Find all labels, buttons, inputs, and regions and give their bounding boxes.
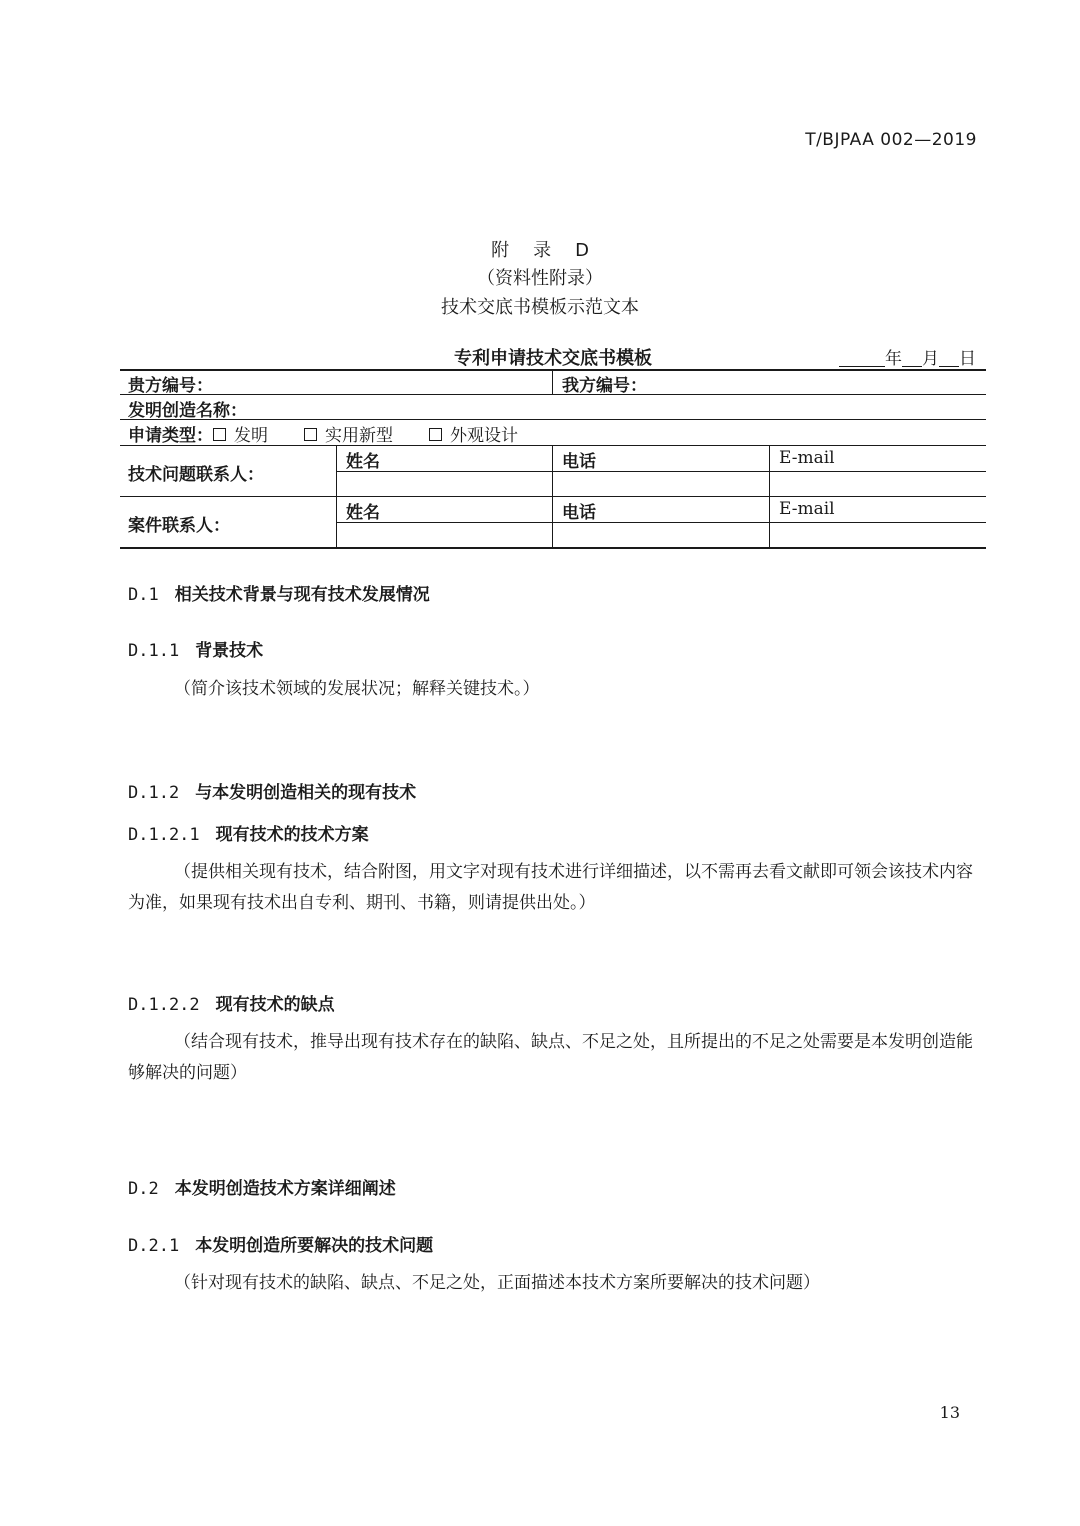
section-note-d2-1: （针对现有技术的缺陷、缺点、不足之处，正面描述本技术方案所要解决的技术问题） [174, 1273, 820, 1293]
section-heading-d1: D.1 相关技术背景与现有技术发展情况 [128, 585, 430, 605]
page-number: 13 [939, 1403, 960, 1422]
appendix-letter: D [575, 240, 589, 261]
tech-contact-label: 技术问题联系人： [128, 465, 264, 485]
application-type-row [128, 421, 518, 446]
section-heading-d2: D.2 本发明创造技术方案详细阐述 [128, 1179, 396, 1199]
checkbox-utility-model[interactable] [304, 428, 317, 441]
tech-contact-email-header: E-mail [779, 448, 835, 468]
date-day: 日 [959, 349, 976, 369]
checkbox-design[interactable] [429, 428, 442, 441]
date-month-blank [902, 349, 922, 367]
appendix-title: 技术交底书模板示范文本 [441, 297, 639, 318]
case-contact-email-header: E-mail [779, 499, 835, 519]
table-divider [336, 445, 337, 547]
case-contact-label: 案件联系人： [128, 516, 230, 536]
case-contact-name-header: 姓名 [346, 503, 380, 523]
table-line [336, 522, 986, 523]
option-utility-model: 实用新型 [325, 426, 393, 446]
table-line [120, 394, 986, 395]
tech-contact-name-header: 姓名 [346, 452, 380, 472]
section-heading-d1-2: D.1.2 与本发明创造相关的现有技术 [128, 783, 417, 803]
form-title: 专利申请技术交底书模板 [454, 348, 652, 369]
table-line [336, 471, 986, 472]
section-note-d1-1: （简介该技术领域的发展状况；解释关键技术。） [174, 679, 540, 699]
section-note-d1-2-1: （提供相关现有技术，结合附图，用文字对现有技术进行详细描述，以不需再去看文献即可领会该技术内容为准，如果现有技术出自专利、期刊、书籍，则请提供出处。） [128, 862, 973, 913]
table-divider [552, 445, 553, 547]
date-year: 年 [885, 349, 902, 369]
application-type-label: 申请类型： [128, 426, 213, 446]
section-heading-d2-1: D.2.1 本发明创造所要解决的技术问题 [128, 1236, 434, 1256]
standard-number: T/BJPAA 002—2019 [805, 130, 977, 150]
appendix-subtitle: （资料性附录） [477, 268, 603, 289]
section-heading-d1-1: D.1.1 背景技术 [128, 641, 264, 661]
date-day-blank [939, 349, 959, 367]
appendix-word-2: 录 [533, 240, 552, 261]
checkbox-invention[interactable] [213, 428, 226, 441]
date-month: 月 [922, 349, 939, 369]
appendix-word-1: 附 [491, 240, 510, 261]
case-contact-phone-header: 电话 [562, 503, 596, 523]
section-heading-d1-2-1: D.1.2.1 现有技术的技术方案 [128, 825, 369, 845]
table-divider [769, 445, 770, 547]
our-number-label: 我方编号： [562, 376, 647, 396]
table-divider [552, 369, 553, 394]
appendix-label [0, 236, 1080, 262]
section-heading-d1-2-2: D.1.2.2 现有技术的缺点 [128, 995, 335, 1015]
invention-name-label: 发明创造名称： [128, 401, 247, 421]
tech-contact-phone-header: 电话 [562, 452, 596, 472]
table-bottom-border [120, 547, 986, 549]
table-top-border [120, 369, 986, 371]
table-line [120, 419, 986, 420]
form-date [839, 344, 976, 369]
your-number-label: 贵方编号： [128, 376, 213, 396]
section-note-d1-2-2: （结合现有技术，推导出现有技术存在的缺陷、缺点、不足之处，且所提出的不足之处需要是本发明创造能够解决的问题） [128, 1032, 973, 1083]
option-invention: 发明 [234, 426, 268, 446]
date-year-blank [839, 349, 885, 367]
option-design: 外观设计 [450, 426, 518, 446]
table-line [120, 496, 986, 497]
form-title-row [120, 344, 986, 368]
